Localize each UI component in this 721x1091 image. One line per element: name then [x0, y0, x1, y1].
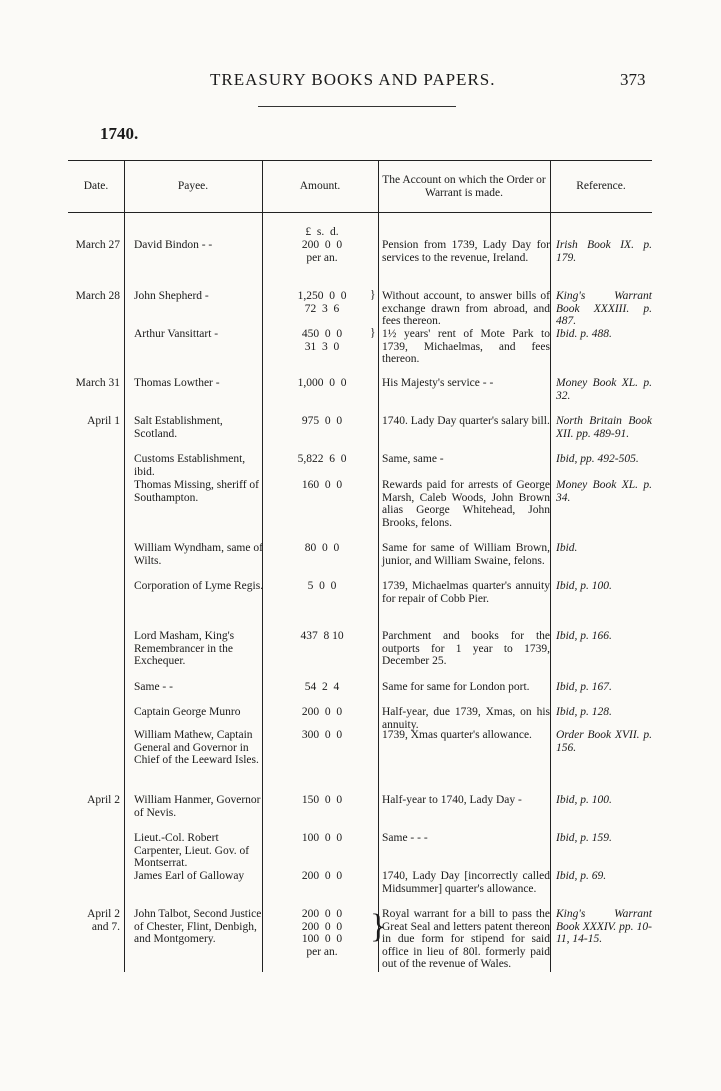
column-divider — [550, 160, 551, 972]
brace-glyph: } — [370, 327, 376, 339]
row-reference: Ibid, p. 167. — [556, 681, 612, 693]
row-account: 1740. Lady Day quarter's salary bill. — [382, 415, 550, 427]
row-reference: Money Book XL. p. 34. — [556, 479, 652, 504]
column-divider — [378, 160, 379, 972]
row-payee: Captain George Munro — [134, 706, 241, 718]
row-account: Half-year, due 1739, Xmas, on his annuity. — [382, 706, 550, 731]
row-account: 1739, Michaelmas quarter's annuity for repair of Cobb Pier. — [382, 580, 550, 605]
column-divider — [124, 160, 125, 972]
row-amount: 200 0 0 per an. — [301, 239, 343, 264]
column-header-amount: Amount. — [299, 180, 341, 192]
row-reference: Ibid, pp. 492-505. — [556, 453, 639, 465]
brace-glyph: } — [370, 289, 376, 301]
row-reference: Ibid. p. 488. — [556, 328, 612, 340]
header-rule — [258, 106, 456, 107]
row-account: Same - - - — [382, 832, 428, 844]
row-amount: 100 0 0 — [301, 832, 343, 844]
column-header-payee: Payee. — [177, 180, 209, 192]
row-account: Royal warrant for a bill to pass the Great Seal and letters patent thereon in due form for stipend for said office in lieu of 80l. formerly paid out of the revenue of Wales. — [382, 908, 550, 970]
row-amount: 450 0 0 31 3 0 — [301, 328, 343, 353]
row-reference: Ibid. — [556, 542, 578, 554]
row-account: Without account, to answer bills of exchange drawn from abroad, and fees thereon. — [382, 290, 550, 327]
row-account: 1½ years' rent of Mote Park to 1739, Michaelmas, and fees thereon. — [382, 328, 550, 365]
row-amount: 200 0 0 200 0 0 100 0 0 per an. — [301, 908, 343, 958]
row-payee: William Wyndham, same of Wilts. — [134, 542, 263, 567]
row-payee: Same - - — [134, 681, 173, 693]
row-amount: 200 0 0 — [301, 870, 343, 882]
row-date: April 1 — [87, 415, 120, 427]
row-amount: 160 0 0 — [301, 479, 343, 491]
row-reference: Ibid, p. 128. — [556, 706, 612, 718]
row-amount: 975 0 0 — [301, 415, 343, 427]
brace-glyph: } — [370, 908, 387, 945]
row-account: Same, same - — [382, 453, 444, 465]
row-amount: 437 8 10 — [300, 630, 344, 642]
row-amount: 150 0 0 — [301, 794, 343, 806]
column-header-account: The Account on which the Order or Warrant is made. — [382, 174, 546, 199]
row-reference: Ibid, p. 166. — [556, 630, 612, 642]
year-heading: 1740. — [100, 124, 139, 143]
row-reference: King's Warrant Book XXXIII. p. 487. — [556, 290, 652, 327]
row-reference: Ibid, p. 100. — [556, 580, 612, 592]
row-payee: John Talbot, Second Justice of Chester, Flint, Denbigh, and Montgomery. — [134, 908, 262, 945]
row-date: March 28 — [75, 290, 120, 302]
row-date: April 2 — [87, 794, 120, 806]
row-payee: James Earl of Galloway — [134, 870, 245, 882]
row-account: His Majesty's service - - — [382, 377, 494, 389]
row-reference: Ibid, p. 100. — [556, 794, 612, 806]
row-account: 1739, Xmas quarter's allowance. — [382, 729, 532, 741]
row-reference: Ibid, p. 159. — [556, 832, 612, 844]
row-amount: 1,250 0 0 72 3 6 — [297, 290, 347, 315]
page-number: 373 — [620, 70, 646, 89]
row-date: March 27 — [75, 239, 120, 251]
row-account: Half-year to 1740, Lady Day - — [382, 794, 522, 806]
row-payee: Lord Masham, King's Remembrancer in the Exchequer. — [134, 630, 235, 667]
row-amount: 200 0 0 — [301, 706, 343, 718]
row-amount: 5 0 0 — [307, 580, 337, 592]
row-payee: Lieut.-Col. Robert Carpenter, Lieut. Gov. of Montserrat. — [134, 832, 250, 869]
row-payee: William Hanmer, Governor of Nevis. — [134, 794, 261, 819]
row-reference: Money Book XL. p. 32. — [556, 377, 652, 402]
row-payee: Thomas Missing, sheriff of Southampton. — [134, 479, 260, 504]
row-account: Same for same for London port. — [382, 681, 530, 693]
row-account: 1740, Lady Day [incorrectly called Midsummer] quarter's allowance. — [382, 870, 550, 895]
row-reference: Order Book XVII. p. 156. — [556, 729, 652, 754]
row-account: Parchment and books for the outports for 1 year to 1739, December 25. — [382, 630, 550, 667]
row-payee: Corporation of Lyme Regis. — [134, 580, 264, 592]
row-payee: William Mathew, Captain General and Governor in Chief of the Leeward Isles. — [134, 729, 259, 766]
row-account: Pension from 1739, Lady Day for services to the revenue, Ireland. — [382, 239, 550, 264]
row-account: Rewards paid for arrests of George Marsh, Caleb Woods, John Brown alias George Whitehead, John Brooks, felons. — [382, 479, 550, 529]
running-title: TREASURY BOOKS AND PAPERS. — [210, 70, 496, 89]
column-header-date: Date. — [83, 180, 109, 192]
row-payee: David Bindon - - — [134, 239, 213, 251]
row-date: April 2 and 7. — [87, 908, 120, 933]
currency-header: £ s. d. — [305, 226, 339, 238]
row-amount: 300 0 0 — [301, 729, 343, 741]
row-amount: 1,000 0 0 — [297, 377, 347, 389]
column-header-reference: Reference. — [576, 180, 626, 192]
table-top-rule — [68, 160, 652, 161]
row-amount: 5,822 6 0 — [297, 453, 347, 465]
row-payee: Salt Establishment, Scotland. — [134, 415, 223, 440]
row-reference: Ibid, p. 69. — [556, 870, 607, 882]
row-reference: Irish Book IX. p. 179. — [556, 239, 652, 264]
ledger-table — [68, 160, 652, 972]
row-payee: John Shepherd - — [134, 290, 209, 302]
row-payee: Thomas Lowther - — [134, 377, 220, 389]
row-amount: 80 0 0 — [304, 542, 340, 554]
row-reference: North Britain Book XII. pp. 489-91. — [556, 415, 652, 440]
row-date: March 31 — [75, 377, 120, 389]
row-amount: 54 2 4 — [304, 681, 340, 693]
row-account: Same for same of William Brown, junior, and William Swaine, felons. — [382, 542, 550, 567]
row-reference: King's Warrant Book XXXIV. pp. 10-11, 14-15. — [556, 908, 652, 945]
header-bottom-rule — [68, 212, 652, 213]
row-payee: Customs Establishment, ibid. — [134, 453, 246, 478]
row-payee: Arthur Vansittart - — [134, 328, 219, 340]
